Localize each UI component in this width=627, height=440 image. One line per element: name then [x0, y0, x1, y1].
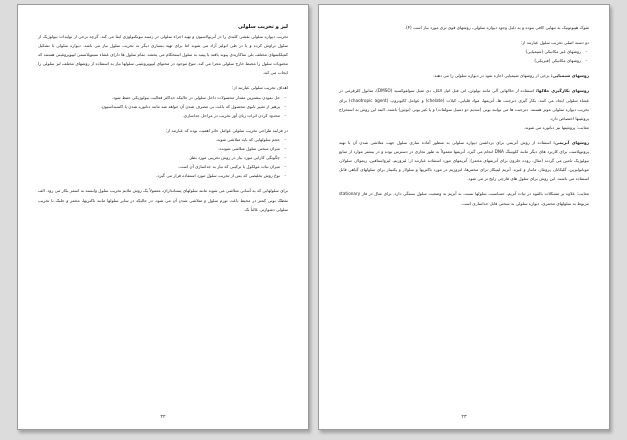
list-item: - حل نمودن بیشترین مقدار محصولات داخل سلولی در حالیکه حداکثر فعالیت بیولوژیکی حفظ شود.: [38, 93, 288, 102]
list-item: - میزان سختی سلول متلاشی شونده.: [38, 144, 288, 153]
list-item: - حجم سلولهایی که باید متلاشی شوند.: [38, 135, 288, 144]
list-intro: دو دسته اصلی تخریب سلول عبارتند از:: [520, 40, 589, 46]
list-item: - روشهای مکانیکی (فیزیکی): [339, 56, 589, 65]
document-page-right: [318, 4, 610, 430]
page-number: ۲۲: [160, 415, 166, 420]
paragraph: [339, 86, 589, 122]
term-text: برخی از روشهای شیمیایی اجازه نفوذ در دیواره سلولی را می دهند.: [433, 73, 551, 79]
list-item: - محدود کردن اثرات زیان آور تخریب در مراحل جداسازی.: [38, 111, 288, 120]
paragraph: معایب: علاوه بر مشکلات بالقوه در ثبات آنزیم، حساسیت سلولها نسبت به آنزیم به وضعیت سلول بستگی دارد. برای مثال در فاز stationary مربوط به سلولهای مخمری، دیواره سلولی به سختی قابل جداسازی است.: [339, 191, 589, 206]
list-item: - روشهای غیر مکانیکی (شیمیایی): [339, 47, 589, 56]
document-page-left: [17, 4, 309, 430]
paragraph: تخریب دیواره سلولی نقشی کلیدی را در آنزیولاسیون و تهیه اجزاء سلولی در زمینه بیوتکنولوژی ایفا می کند. گرچه برخی از تولیدات بیولوژیک از سلول تراوش کرده و یا در طی انولیز آزاد می شوند اما برای تهیه بسیاری دیگر به تخریب سلول نیاز می باشد. دیواره سلولی با تشکیل کمپلکسهای مختلف بلی ساکاریدی پیوند یافته با پپتید به سلول استحکام می بخشد. تمام سلول ها دارای غشاء سیتوپلاسمی لیپوپروتئینی هستند که محتویات سلول را محیط خارج سلولی مجزا می کند. تنوع موجود در محتوای لیپوپروتئینی سلولها نیاز به استفاده از روشهای مختلف لیز سلولی را ایجاب می کند.: [38, 34, 288, 76]
list-item: - نوع روش تخلیصی که پس از تخریب سلول مورد استفاده قرار می گیرد.: [38, 171, 288, 180]
paragraph: معایب: پروتئینها نیز دناتوره می شوند.: [523, 124, 589, 130]
term-text: استفاده از حلالهایی آلی مانند تولوئن، اتر، فنل اتیل الکل، دی متیل سولفوکسید (DMSO)، متانول کلرفرمی در غشاء سلولی ایجاد می کنند. بکار گیری دترجنت ها، آنزیمها، مواد قلیایی، کیلات (chelate) و عوامل کائوتروپ (chaotropic agent) برای تخریب دیواره سلولی موثر هستند. دترجنت ها می توانند یونی (سدیم دو دسیل سولفات) و یا غیر یونی (توئین) باشند. البته این روش به استخراج پروتئینها اختصاص دارد.: [339, 88, 589, 121]
term-label: روشهای شیمیایی:: [550, 73, 589, 79]
page-body: [339, 23, 589, 407]
term-text: استفاده از روش آنزیمی برای برداشتن دیواره سلولی به منظور آماده سازی سلول جهت متلاشی شدن آن با تهیه پروتوپلاست برای کاربرد های دیگر مانند کلونینگ DNA انجام می گیرد. آنزیمها معمولاً به طور تجاری در دسترس بوده و در بیشتر موارد از منابع بیولوژیک تامین می گردند (مثال، روده حلزون برای آنزیمهای مخمر). آنزیمهای مورد استفاده عبارتند از: لیزوزیم، لیزواستافین، زیمولاز، سلولاز، موتانولیزین، گلیکاناز، پروتئاز، مانناز و غیره. آنزیم لیتیکاز برای مخمرها، لیزوزیم در مورد باکتریها و سلولاز و پکتیناز برای سلولهای گیاهی قابل استفاده می باشند. این روش برای سلول های فارچی رایج تر می شود.: [339, 139, 589, 182]
list-item: - میزان ثبات مولکول یا ترکیبی که نیاز به جداسازی آن است.: [38, 162, 288, 171]
paragraph: برای سلولهایی که به آسانی متلاشی می شوند مانند سلولهای پستانداران، معمولاً یک روش ملایم تخریب سلول وابسته به اسمز بکار می رود. الف نقطک یونی کمتر در محیط باعث تورم سلول و متلاشی شدن آن می شود. در حالیکه در سایر سلولها مانند باکتریها، مخمر و جلبک با تخریب سلولی دشوارتر، غالباً یک: [38, 188, 288, 212]
list-item: - چگونگی کارایی مورد نیاز در روش تخریبی مورد نظر.: [38, 153, 288, 162]
list-item: - پرهیز از تغییر ثانوی محصول که باعث بی مصرف شدن آن خواهد شد مانند دناتوره شدن یا اکسیداسیون.: [38, 102, 288, 111]
page-number: ۲۳: [461, 415, 467, 420]
paragraph: [339, 138, 589, 183]
paragraph: [339, 71, 589, 80]
section-heading: لیز و تخریب سلولی: [238, 24, 288, 30]
paragraph: شوک هیپوتونیک به تنهایی کافی نبوده و به دلیل وجود دیواره سلولی، روشهای قوی تری مورد نیاز است (۴).: [404, 25, 589, 30]
term-label: روشهای آنزیمی:: [553, 139, 589, 145]
list-intro: اهداف تخریب سلولی عبارتند از:: [232, 85, 288, 91]
term-label: روشهای بکارگیری حلالها:: [535, 88, 589, 94]
page-body: [38, 23, 288, 407]
list-intro: در فرایند طراحی تخریب سلولی عوامل حائز اهمیت بوده که عبارتند از:: [165, 127, 288, 133]
